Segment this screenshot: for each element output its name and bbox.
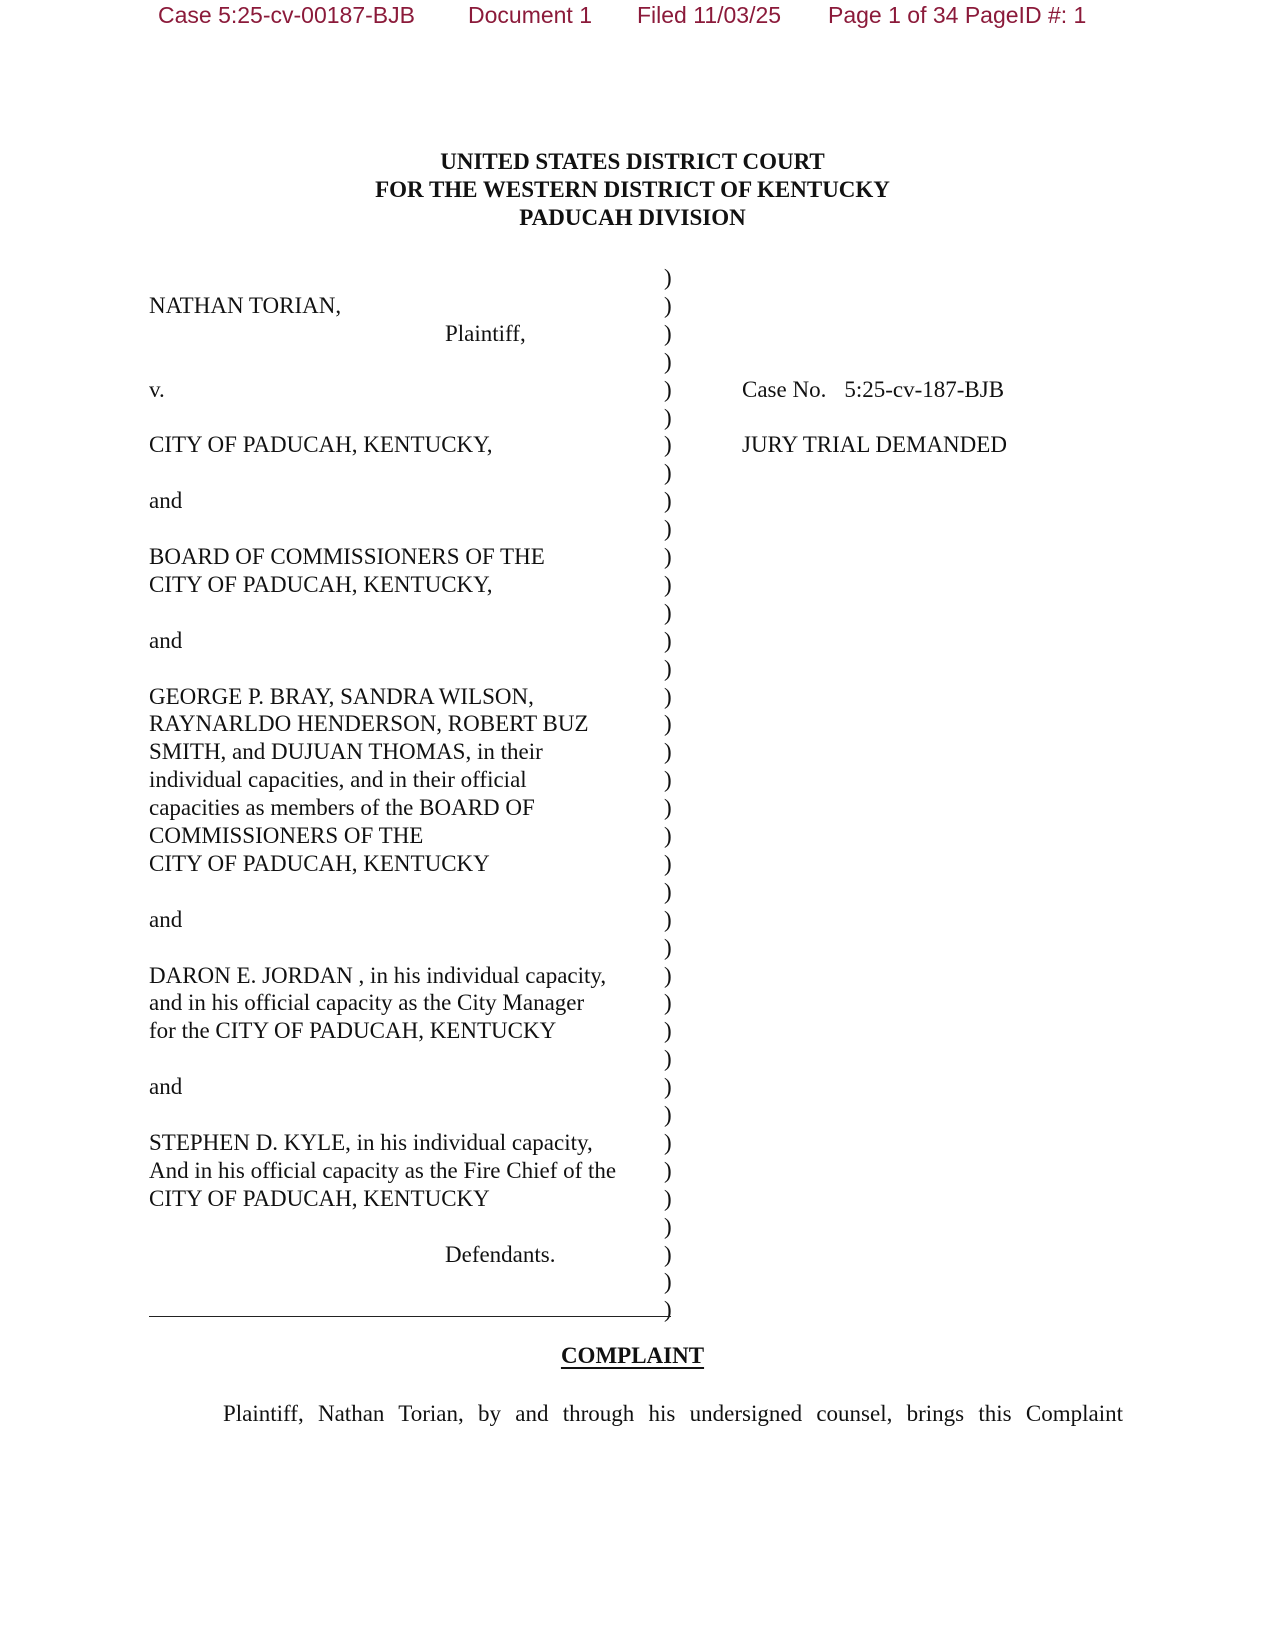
caption-underline [149, 1316, 671, 1317]
caption-paren: ) [664, 1102, 672, 1127]
caption-paren: ) [664, 265, 672, 290]
caption-paren: ) [664, 1241, 672, 1267]
caption-paren: ) [664, 934, 672, 960]
caption-paren: ) [664, 348, 672, 374]
caption-paren: ) [664, 599, 672, 625]
caption-paren: ) [664, 1157, 672, 1183]
caption-paren: ) [664, 683, 672, 709]
caption-party-line: CITY OF PADUCAH, KENTUCKY, [149, 571, 493, 597]
caption-paren: ) [664, 1213, 672, 1239]
caption-paren: ) [664, 320, 672, 346]
caption-party-line: CITY OF PADUCAH, KENTUCKY [149, 1185, 490, 1211]
caption-paren: ) [664, 1074, 672, 1100]
caption-paren: ) [664, 488, 672, 514]
caption-paren: ) [664, 878, 672, 904]
caption-party-line: SMITH, and DUJUAN THOMAS, in their [149, 739, 543, 765]
caption-paren: ) [664, 1297, 672, 1323]
caption-party-line: And in his official capacity as the Fire Chief of the [149, 1157, 617, 1183]
caption-paren: ) [664, 1046, 672, 1072]
complaint-body-paragraph: Plaintiff, Nathan Torian, by and through his undersigned counsel, brings this Complaint [223, 1401, 1123, 1426]
caption-party-line: COMMISSIONERS OF THE [149, 823, 424, 848]
case-number-line [742, 376, 1004, 404]
ecf-filing-header [0, 2, 1265, 32]
caption-paren: ) [664, 767, 672, 793]
caption-party-line: individual capacities, and in their official [149, 767, 527, 793]
caption-party-line: capacities as members of the BOARD OF [149, 795, 535, 821]
caption-paren: ) [664, 292, 672, 318]
caption-party-line: Defendants. [445, 1241, 556, 1267]
case-number-label: Case No. [742, 376, 827, 402]
caption-paren: ) [664, 906, 672, 932]
caption-party-line: DARON E. JORDAN , in his individual capacity, [149, 962, 607, 988]
caption-party-line: STEPHEN D. KYLE, in his individual capacity, [149, 1129, 593, 1155]
caption-paren: ) [664, 376, 672, 402]
court-title-line-3: PADUCAH DIVISION [519, 205, 746, 230]
case-number-stamp: Case 5:25-cv-00187-BJB [158, 2, 415, 28]
caption-paren: ) [664, 823, 672, 848]
caption-paren: ) [664, 795, 672, 821]
caption-paren: ) [664, 404, 672, 430]
caption-paren: ) [664, 990, 672, 1016]
caption-party-line: and [149, 1074, 183, 1100]
caption-party-line: GEORGE P. BRAY, SANDRA WILSON, [149, 683, 534, 709]
caption-paren: ) [664, 432, 672, 458]
caption-paren: ) [664, 516, 672, 542]
complaint-heading: COMPLAINT [560, 1343, 705, 1368]
caption-paren: ) [664, 544, 672, 569]
caption-paren: ) [664, 627, 672, 653]
document-number-stamp: Document 1 [468, 2, 593, 28]
caption-party-line: RAYNARLDO HENDERSON, ROBERT BUZ [149, 711, 589, 737]
caption-paren: ) [664, 1129, 672, 1155]
caption-party-line: NATHAN TORIAN, [149, 292, 342, 318]
caption-paren: ) [664, 655, 672, 681]
caption-party-line: CITY OF PADUCAH, KENTUCKY [149, 850, 490, 876]
caption-paren: ) [664, 739, 672, 765]
caption-party-line: Plaintiff, [445, 320, 526, 346]
court-title [0, 148, 1265, 232]
caption-party-line: and [149, 906, 183, 932]
caption-paren: ) [664, 460, 672, 486]
caption-party-line: CITY OF PADUCAH, KENTUCKY, [149, 432, 493, 458]
page-id-stamp: Page 1 of 34 PageID #: 1 [828, 2, 1087, 28]
caption-paren: ) [664, 571, 672, 597]
court-title-line-1: UNITED STATES DISTRICT COURT [440, 149, 825, 174]
caption-paren: ) [664, 1185, 672, 1211]
court-title-line-2: FOR THE WESTERN DISTRICT OF KENTUCKY [375, 177, 890, 202]
caption-paren: ) [664, 850, 672, 876]
case-number-value: 5:25-cv-187-BJB [844, 376, 1005, 402]
caption-party-line: and [149, 627, 183, 653]
caption-party-line: v. [149, 376, 165, 402]
caption-party-line: and [149, 488, 183, 514]
caption-paren: ) [664, 1018, 672, 1044]
caption-paren: ) [664, 962, 672, 988]
caption-paren: ) [664, 1269, 672, 1295]
filed-date-stamp: Filed 11/03/25 [637, 2, 782, 28]
caption-paren: ) [664, 711, 672, 737]
caption-party-line: BOARD OF COMMISSIONERS OF THE [149, 544, 545, 569]
caption-party-line: and in his official capacity as the City Manager [149, 990, 585, 1016]
jury-trial-demanded: JURY TRIAL DEMANDED [742, 432, 1007, 458]
caption-party-line: for the CITY OF PADUCAH, KENTUCKY [149, 1018, 557, 1044]
